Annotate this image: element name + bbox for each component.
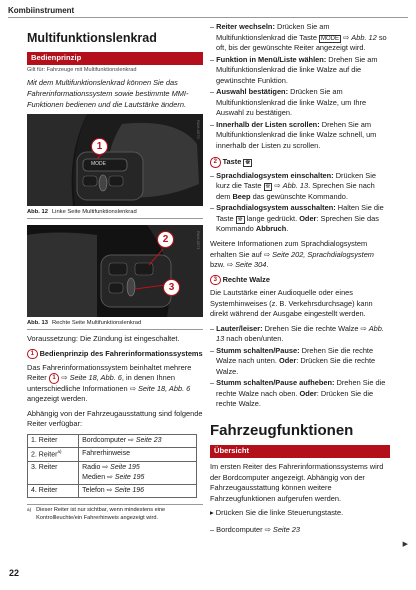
page-ref[interactable]: Seite 18, Abb. 6	[137, 383, 191, 393]
subsection-bar: Bedienprinzip	[27, 52, 203, 65]
overview-paragraph: Im ersten Reiter des Fahrerinformationssystems wird der Bordcomputer angezeigt. Abhängig von der Fahrzeugausstattung können weitere Fahrzeugfunktionen aufgerufen werden.	[210, 462, 384, 503]
figure-ref[interactable]: Abb. 12	[351, 32, 377, 42]
voice-icon: ⛯	[237, 216, 243, 223]
list-item: – Auswahl bestätigen: Drücken Sie am Multifunktionslenkrad die linke Walze, um Ihre Auswahl zu bestätigen.	[210, 87, 367, 118]
list-item: – Sprachdialogsystem ausschalten: Halten Sie die Taste ⛯ lange gedrückt. Oder: Sprechen Sie das Kommando Abbruch.	[210, 203, 384, 234]
figure-ref[interactable]: Abb. 13	[282, 181, 309, 191]
subheading-rechte-walze: 3 Rechte Walze	[210, 275, 390, 286]
page-ref[interactable]: Seite 304	[235, 260, 267, 270]
table-row: 4. Reiter Telefon ⇨ Seite 196	[28, 485, 197, 498]
page-ref[interactable]: Seite 23	[135, 436, 162, 444]
section-title: Multifunktionslenkrad	[27, 31, 157, 45]
bordcomputer-link: – Bordcomputer ⇨ Seite 23	[210, 524, 301, 534]
page-ref[interactable]: Seite 196	[114, 487, 145, 495]
left-wheel-illustration	[27, 114, 203, 206]
tabs-paragraph: Das Fahrerinformationssystem beinhaltet mehrere Reiter 1 ⇨ Seite 18, Abb. 6, in denen Ihnen unterschiedliche Informationen ⇨ Seite 18, Abb. 6 angezeigt werden.	[27, 362, 192, 404]
more-info-paragraph: Weitere Informationen zum Sprachdialogsystem erhalten Sie auf ⇨ Seite 202, Sprachdialogsystem bzw. ⇨ Seite 304.	[210, 239, 374, 270]
mode-key: MODE	[320, 35, 339, 42]
list-item: – Lauter/leiser: Drehen Sie die rechte Walze ⇨ Abb. 13 nach oben/unten.	[210, 323, 384, 344]
page-ref[interactable]: Seite 202, Sprachdialogsystem	[272, 249, 374, 259]
page-ref[interactable]: Seite 18, Abb. 6	[69, 373, 122, 383]
table-row: 3. Reiter Radio ⇨ Seite 195 Medien ⇨ Seite 195	[28, 462, 197, 485]
figure-caption-13: Abb. 13 Rechte Seite Multifunktionslenkrad	[27, 317, 203, 330]
voice-icon: ⛯	[265, 184, 271, 191]
subsection-bar-2: Übersicht	[210, 445, 390, 458]
subheading-bedienprinzip: 1 Bedienprinzip des Fahrerinformationssystems	[27, 349, 203, 360]
figure-ref[interactable]: Abb. 13	[216, 323, 384, 344]
list-item: – Stumm schalten/Pause aufheben: Drehen Sie die rechte Walze nach oben. Oder: Drücken Sie die rechte Walze.	[210, 378, 386, 409]
section-title-2: Fahrzeugfunktionen	[210, 421, 354, 439]
applies-to-note: Gilt für: Fahrzeuge mit Multifunktionslenkrad	[27, 66, 137, 73]
availability-text: Abhängig von der Fahrzeugausstattung sind folgende Reiter verfügbar:	[27, 408, 203, 429]
tabs-table	[27, 434, 197, 498]
figure-left-steering-wheel	[27, 114, 203, 206]
page-ref[interactable]: Seite 195	[110, 464, 140, 472]
callout-1: 1	[91, 138, 108, 155]
continue-arrow-icon: ▶	[402, 541, 408, 548]
page-ref[interactable]: Seite 23	[272, 524, 301, 534]
figure-id: RAH-0570	[196, 120, 201, 139]
voice-icon: ⛯	[245, 160, 251, 167]
mode-button-label: MODE	[91, 161, 106, 168]
table-row: 1. Reiter Bordcomputer ⇨ Seite 23	[28, 434, 197, 447]
page-number: 22	[9, 568, 20, 578]
subheading-taste: 2 Taste ⛯	[210, 157, 390, 168]
footnote: a) Dieser Reiter ist nur sichtbar, wenn mindestens eine Kontrollleuchte/ein Fahrerhinweis angezeigt wird.	[27, 504, 203, 523]
header-rule	[8, 17, 408, 18]
page-ref[interactable]: Seite 195	[114, 474, 145, 482]
callout-2: 2	[157, 231, 174, 248]
callout-3: 3	[163, 279, 180, 296]
running-header: Kombiinstrument	[8, 6, 75, 15]
table-row: 2. Reiter$^{a)}$ Fahrerhinweise	[28, 447, 197, 461]
right-column	[210, 22, 390, 539]
list-item: – Innerhalb der Listen scrollen: Drehen Sie am Multifunktionslenkrad die linke Walze schnell, um innerhalb der Listen zu scrollen.	[210, 119, 377, 150]
list-item: – Funktion in Menü/Liste wählen: Drehen Sie am Multifunktionslenkrad die linke Walze auf die gewünschte Funktion.	[210, 54, 378, 85]
prerequisite-text: Voraussetzung: Die Zündung ist eingeschaltet.	[27, 334, 180, 344]
intro-text: Mit dem Multifunktionslenkrad können Sie das Fahrerinformationssystem sowie bestimmte MMI-Funktionen bedienen und die Lautstärke ändern.	[27, 78, 189, 109]
volume-paragraph: Die Lautstärke einer Audioquelle oder eines Systemhinweises (z. B. Verkehrsdurchsage) kann direkt während der Ausgabe eingestellt werden.	[210, 288, 373, 319]
figure-right-steering-wheel	[27, 225, 203, 317]
list-item: – Sprachdialogsystem einschalten: Drücken Sie kurz die Taste ⛯ ⇨ Abb. 13. Sprechen Sie nach dem Beep das gewünschte Kommando.	[210, 170, 376, 201]
list-item: – Reiter wechseln: Drücken Sie am Multifunktionslenkrad die Taste MODE ⇨ Abb. 12 so oft, bis der gewünschte Reiter angezeigt wird.	[210, 22, 387, 53]
figure-caption-12: Abb. 12 Linke Seite Multifunktionslenkrad	[27, 206, 203, 219]
left-column	[27, 22, 203, 523]
list-item: – Stumm schalten/Pause: Drehen Sie die rechte Walze nach unten. Oder: Drücken Sie die rechte Walze.	[210, 345, 376, 376]
right-wheel-illustration	[27, 225, 203, 317]
action-step: ▸ Drücken Sie die linke Steuerungstaste.	[210, 508, 344, 518]
figure-id: RAH-0571	[196, 231, 201, 250]
